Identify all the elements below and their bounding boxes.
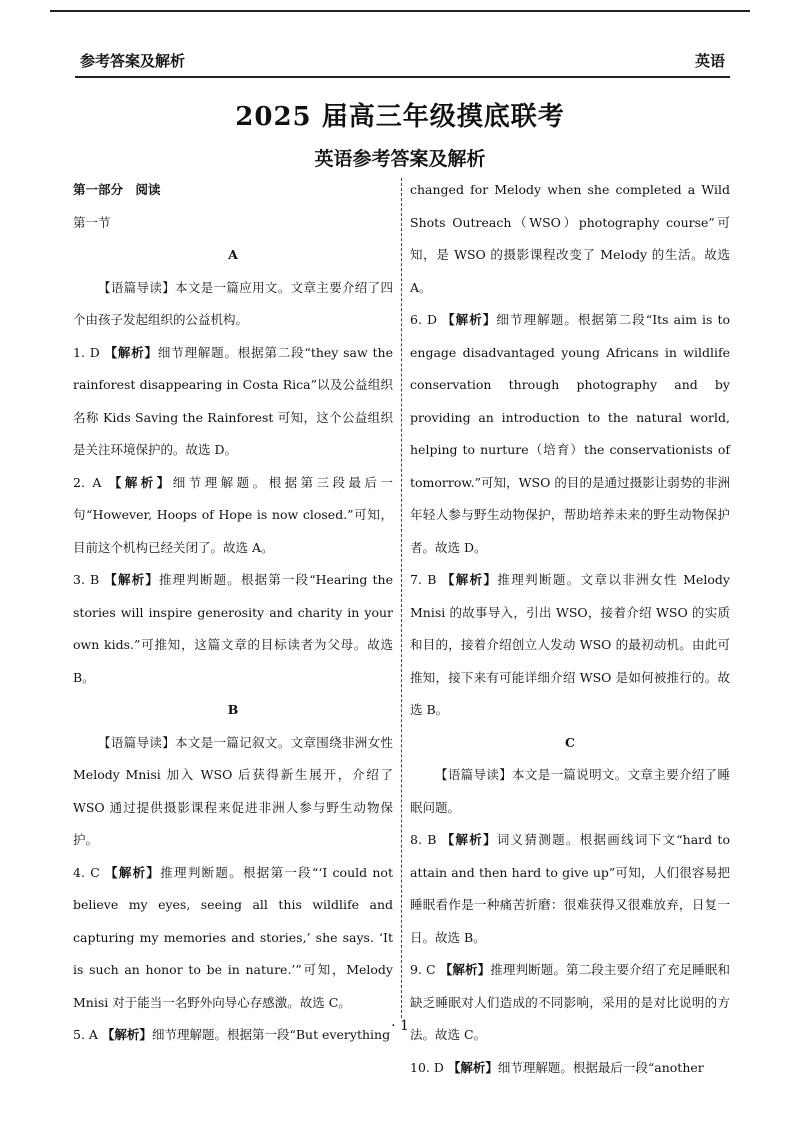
right-column [410,174,730,1084]
answer-1 [73,337,393,467]
answer-number: 1. D [73,344,100,360]
answer-tag: 【解析】 [447,1059,498,1075]
part-heading: 第一部分 阅读 [73,182,161,197]
answer-number: 7. B [410,572,437,587]
answer-number: 9. C [410,962,436,977]
answer-number: 4. C [73,864,100,880]
answer-number: 3. B [73,572,100,587]
answer-text: 推理判断题。根据第一段“Hearing the stories will inspire generosity and charity in your own kids.”可推知，这篇文章的目标读者为父母。故选 B。 [73,572,393,685]
answer-text: 推理判断题。根据第一段“‘I could not believe my eyes, seeing all this wildlife and capturing my memories and stories,’ she says. ‘It is such an honor to be in nature.’”可知，Melody Mnisi 对于能当一名野外向导心存感激。故选 C。 [73,864,393,1010]
top-rule [50,10,750,12]
passage-c-heading: C [565,734,575,750]
answer-5-continued: changed for Melody when she completed a Wild Shots Outreach（WSO）photography course”可知，是 WSO 的摄影课程改变了 Melody 的生活。故选 A。 [410,182,730,295]
answer-text: 词义猜测题。根据画线词下文“hard to attain and then hard to give up”可知，人们很容易把睡眠看作是一种痛苦折磨：很难获得又很难放弃，日复一日。故选 B。 [410,832,730,945]
answer-text: 细节理解题。根据第一段“But everything [151,1027,391,1042]
guide-tag: 【语篇导读】 [98,279,176,295]
passage-b-heading: B [227,702,239,717]
page-subtitle: 英语参考答案及解析 [314,148,486,170]
answer-10 [410,1052,730,1085]
header-left: 参考答案及解析 [80,52,186,70]
answer-tag: 【解析】 [101,1027,152,1042]
answer-8 [410,824,730,954]
answer-tag: 【解析】 [441,572,498,587]
answer-text: 细节理解题。根据第二段“they saw the rainforest disappearing in Costa Rica”以及公益组织名称 Kids Saving the Rainforest 可知，这个公益组织是关注环境保护的。故选 D。 [73,344,393,457]
guide-tag: 【语篇导读】 [98,734,176,750]
passage-c-guide [410,759,730,824]
answer-4 [73,857,393,1020]
answer-tag: 【解析】 [105,864,161,880]
answer-3 [73,564,393,694]
guide-tag: 【语篇导读】 [435,767,513,782]
answer-number: 2. A [73,474,102,490]
guide-text: 本文是一篇说明文。文章主要介绍了睡眠问题。 [410,767,730,815]
answer-number: 8. B [410,832,437,847]
answer-9 [410,954,730,1052]
page-header [80,50,725,74]
left-column [73,174,393,1052]
page-number: · 1 [391,1018,409,1034]
header-rule [75,76,730,78]
passage-a-heading: A [228,247,238,262]
answer-2 [73,467,393,565]
answer-text: 推理判断题。第二段主要介绍了充足睡眠和缺乏睡眠对人们造成的不同影响，采用的是对比说明的方法。故选 C。 [410,962,730,1042]
answer-7 [410,564,730,727]
answer-tag: 【解析】 [441,832,497,847]
column-divider [401,178,402,1018]
section-heading: 第一节 [73,214,111,230]
answer-text: 细节理解题。根据第三段最后一句“However, Hoops of Hope is now closed.”可知，目前这个机构已经关闭了。故选 A。 [73,474,393,555]
answer-text: 细节理解题。根据第二段“Its aim is to engage disadvantaged young Africans in wildlife conservation through photography and by providing an introduction to the natural world, helping to nurture（培育）the conservationists of tomorrow.”可知，WSO 的目的是通过摄影让弱势的非洲年轻人参与野生动物保护，帮助培养未来的野生动物保护者。故选 D。 [410,312,730,555]
passage-b-guide [73,727,393,857]
guide-text: 本文是一篇记叙文。文章围绕非洲女性 Melody Mnisi 加入 WSO 后获得新生展开，介绍了 WSO 通过提供摄影课程来促进非洲人参与野生动物保护。 [73,734,393,847]
answer-text: 细节理解题。根据最后一段“another [497,1059,704,1075]
guide-text: 本文是一篇应用文。文章主要介绍了四个由孩子发起组织的公益机构。 [73,279,393,327]
passage-a-guide [73,272,393,337]
answer-text: 推理判断题。文章以非洲女性 Melody Mnisi 的故事导入，引出 WSO，接着介绍 WSO 的实质和目的，接着介绍创立人发动 WSO 的最初动机。由此可推知，接下来有可能详细介绍 WSO 是如何被推行的。故选 B。 [410,572,730,717]
answer-6 [410,304,730,564]
page-title: 2025 届高三年级摸底联考 [235,102,565,132]
header-subject: 英语 [694,52,725,70]
answer-tag: 【解析】 [442,312,497,327]
answer-tag: 【解析】 [104,572,160,587]
answer-tag: 【解析】 [439,962,491,977]
answer-number: 6. D [410,312,438,327]
answer-tag: 【解析】 [108,474,173,490]
answer-number: 5. A [73,1027,98,1042]
answer-number: 10. D [410,1059,444,1075]
answer-tag: 【解析】 [104,344,158,360]
